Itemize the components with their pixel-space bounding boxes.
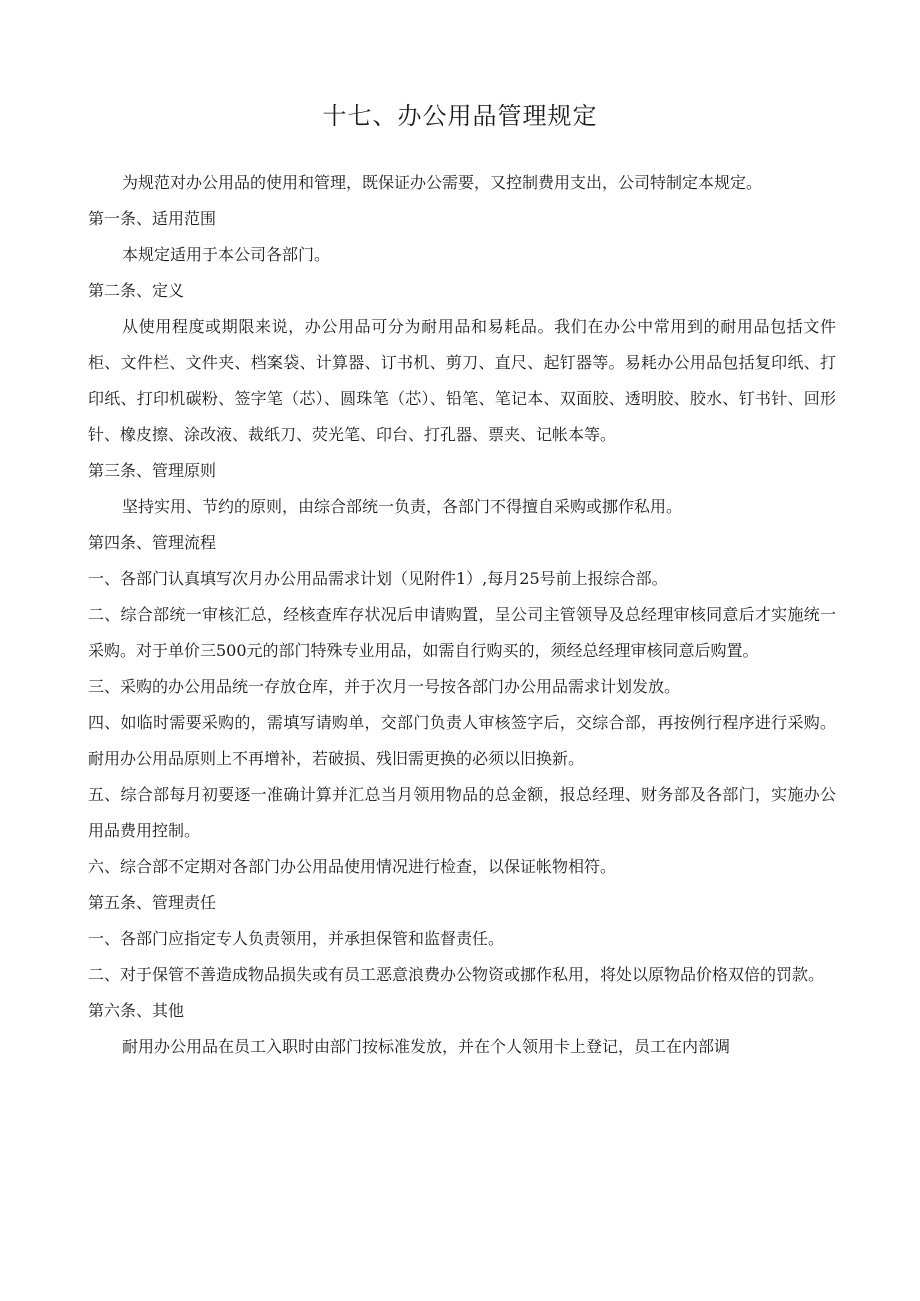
list-item: 二、对于保管不善造成物品损失或有员工恶意浪费办公物资或挪作私用，将处以原物品价格双倍的罚款。	[88, 965, 825, 984]
page-title: 十七、办公用品管理规定	[322, 102, 598, 130]
section-paragraph: 从使用程度或期限来说，办公用品可分为耐用品和易耗品。我们在办公中常用到的耐用品包括文件柜、文件栏、文件夹、档案袋、计算器、订书机、剪刀、直尺、起钉器等。易耗办公用品包括复印纸、打印纸、打印机碳粉、签字笔（芯）、圆珠笔（芯）、铅笔、笔记本、双面胶、透明胶、胶水、钉书针、回形针、橡皮擦、涂改液、裁纸刀、荧光笔、印台、打孔器、票夹、记帐本等。	[88, 317, 836, 444]
list-item: 二、综合部统一审核汇总，经核查库存状况后申请购置，呈公司主管领导及总经理审核同意后才实施统一采购。对于单价三500元的部门特殊专业用品，如需自行购买的，须经总经理审核同意后购置。	[88, 605, 836, 660]
section-heading-scope: 第一条、适用范围	[88, 209, 217, 228]
list-item: 四、如临时需要采购的，需填写请购单，交部门负责人审核签字后，交综合部，再按例行程序进行采购。耐用办公用品原则上不再增补，若破损、残旧需更换的必须以旧换新。	[88, 713, 836, 768]
section-paragraph: 坚持实用、节约的原则，由综合部统一负责，各部门不得擅自采购或挪作私用。	[122, 497, 683, 516]
intro-paragraph: 为规范对办公用品的使用和管理，既保证办公需要，又控制费用支出，公司特制定本规定。	[122, 173, 763, 192]
list-item: 一、各部门认真填写次月办公用品需求计划（见附件1）,每月25号前上报综合部。	[88, 569, 668, 588]
list-item: 五、综合部每月初要逐一准确计算并汇总当月领用物品的总金额，报总经理、财务部及各部门，实施办公用品费用控制。	[88, 785, 836, 840]
section-heading-responsibility: 第五条、管理责任	[88, 893, 217, 912]
section-paragraph: 本规定适用于本公司各部门。	[122, 245, 331, 264]
section-heading-definition: 第二条、定义	[88, 281, 185, 300]
section-paragraph: 耐用办公用品在员工入职时由部门按标准发放，并在个人领用卡上登记，员工在内部调	[122, 1037, 731, 1056]
list-item: 一、各部门应指定专人负责领用，并承担保管和监督责任。	[88, 929, 505, 948]
section-heading-principles: 第三条、管理原则	[88, 461, 217, 480]
document-body	[88, 165, 836, 1065]
section-heading-process: 第四条、管理流程	[88, 533, 217, 552]
list-item: 三、采购的办公用品统一存放仓库，并于次月一号按各部门办公用品需求计划发放。	[88, 677, 681, 696]
section-heading-other: 第六条、其他	[88, 1001, 185, 1020]
list-item: 六、综合部不定期对各部门办公用品使用情况进行检查，以保证帐物相符。	[88, 857, 617, 876]
